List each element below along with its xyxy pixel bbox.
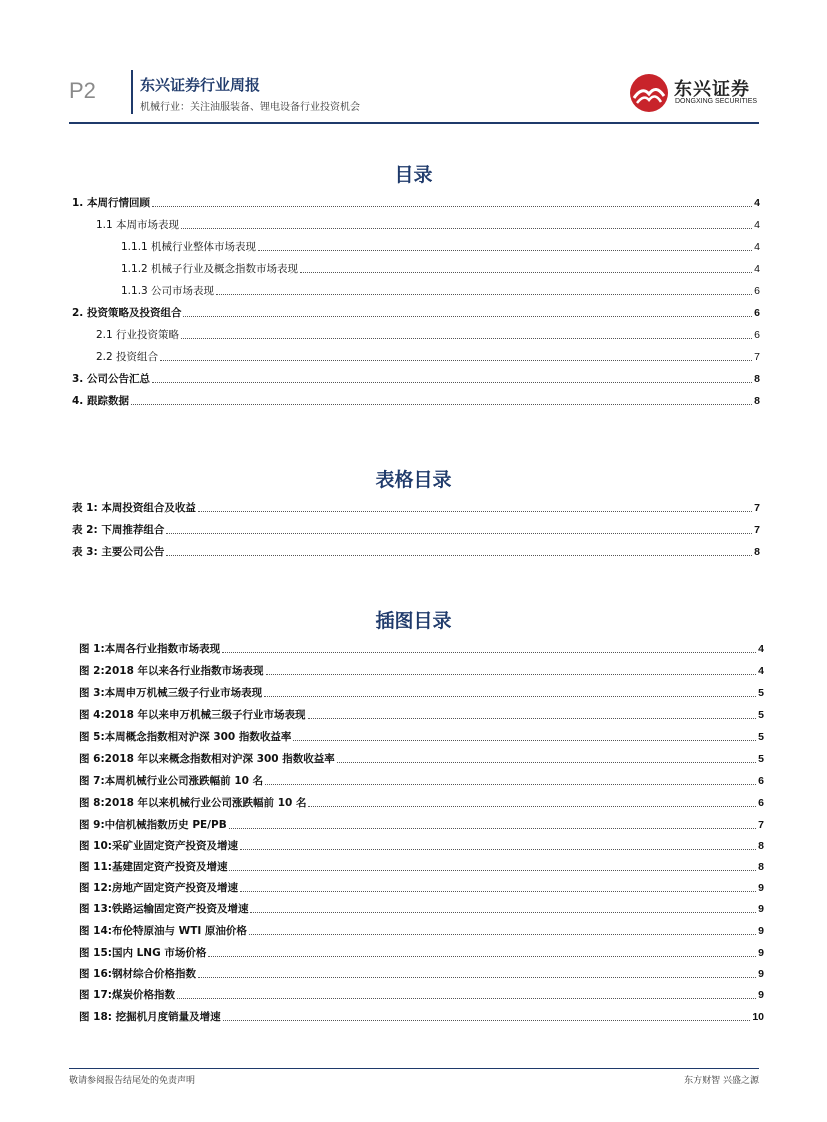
leader-dots xyxy=(265,784,756,785)
toc-entry[interactable] xyxy=(72,370,760,386)
toc-entry[interactable] xyxy=(72,194,760,210)
toc-entry[interactable] xyxy=(72,304,760,320)
figure-list-entry[interactable] xyxy=(79,837,764,853)
leader-dots xyxy=(216,294,752,295)
figure-list-label: 图 5:本周概念指数相对沪深 300 指数收益率 xyxy=(79,731,292,743)
leader-dots xyxy=(131,404,752,405)
leader-dots xyxy=(166,533,752,534)
leader-dots xyxy=(293,740,756,741)
leader-dots xyxy=(266,674,757,675)
leader-dots xyxy=(229,828,756,829)
figure-list-label: 图 12:房地产固定资产投资及增速 xyxy=(79,882,238,894)
toc-entry-page: 4 xyxy=(754,197,760,209)
toc-entry[interactable] xyxy=(96,348,760,364)
figure-list-label: 图 13:铁路运输固定资产投资及增速 xyxy=(79,903,249,915)
figure-list-entry[interactable] xyxy=(79,816,764,832)
toc-entry[interactable] xyxy=(121,238,760,254)
leader-dots xyxy=(166,555,752,556)
figure-list-page: 8 xyxy=(758,861,764,873)
footer-slogan: 东方财智 兴盛之源 xyxy=(684,1076,759,1086)
figure-list-page: 6 xyxy=(758,775,764,787)
leader-dots xyxy=(181,228,752,229)
figure-list-page: 6 xyxy=(758,797,764,809)
figure-list-page: 5 xyxy=(758,709,764,721)
leader-dots xyxy=(160,360,752,361)
leader-dots xyxy=(250,912,756,913)
toc-entry-label: 1.1 本周市场表现 xyxy=(96,219,180,231)
leader-dots xyxy=(152,206,752,207)
footer-rule xyxy=(69,1068,759,1069)
figure-list-label: 图 1:本周各行业指数市场表现 xyxy=(79,643,221,655)
leader-dots xyxy=(240,891,756,892)
figure-list-entry[interactable] xyxy=(79,922,764,938)
figure-list-page: 9 xyxy=(758,925,764,937)
leader-dots xyxy=(222,652,756,653)
table-list-entry[interactable] xyxy=(72,521,760,537)
toc-entry-page: 8 xyxy=(754,373,760,385)
figure-list-entry[interactable] xyxy=(79,965,764,981)
figure-list-label: 图 17:煤炭价格指数 xyxy=(79,989,175,1001)
table-list-page: 7 xyxy=(754,524,760,536)
figure-list-label: 图 4:2018 年以来申万机械三级子行业市场表现 xyxy=(79,709,306,721)
figure-list-entry[interactable] xyxy=(79,750,764,766)
logo-text-en: DONGXING SECURITIES xyxy=(675,98,758,105)
report-series-title: 东兴证券行业周报 xyxy=(140,76,261,94)
figure-list-entry[interactable] xyxy=(79,640,764,656)
figure-list-label: 图 3:本周申万机械三级子行业市场表现 xyxy=(79,687,263,699)
toc-entry-label: 1.1.1 机械行业整体市场表现 xyxy=(121,241,257,253)
table-list-entry[interactable] xyxy=(72,543,760,559)
figure-list-page: 4 xyxy=(758,643,764,655)
toc-entry-label: 1.1.2 机械子行业及概念指数市场表现 xyxy=(121,263,299,275)
company-logo xyxy=(628,72,758,114)
leader-dots xyxy=(264,696,756,697)
figure-list-page: 5 xyxy=(758,731,764,743)
figure-list-page: 8 xyxy=(758,840,764,852)
toc-entry-page: 6 xyxy=(754,329,760,341)
toc-entry[interactable] xyxy=(96,216,760,232)
leader-dots xyxy=(337,762,756,763)
figure-list-page: 10 xyxy=(752,1011,764,1023)
toc-entry-label: 1. 本周行情回顾 xyxy=(72,197,150,209)
footer-disclaimer-note: 敬请参阅报告结尾处的免责声明 xyxy=(69,1076,196,1086)
figure-list-label: 图 2:2018 年以来各行业指数市场表现 xyxy=(79,665,264,677)
logo-text-cn: 东兴证券 xyxy=(674,79,750,100)
leader-dots xyxy=(249,934,756,935)
table-list-title: 表格目录 xyxy=(375,469,452,491)
figure-list-entry[interactable] xyxy=(79,706,764,722)
toc-entry-label: 2. 投资策略及投资组合 xyxy=(72,307,182,319)
figure-list-entry[interactable] xyxy=(79,1008,764,1024)
leader-dots xyxy=(308,806,756,807)
figure-list-label: 图 14:布伦特原油与 WTI 原油价格 xyxy=(79,925,247,937)
toc-entry-label: 4. 跟踪数据 xyxy=(72,395,129,407)
table-list-label: 表 1: 本周投资组合及收益 xyxy=(72,502,196,514)
figure-list-page: 5 xyxy=(758,687,764,699)
figure-list-page: 9 xyxy=(758,947,764,959)
figure-list-entry[interactable] xyxy=(79,662,764,678)
page-number: P2 xyxy=(69,78,96,103)
figure-list-entry[interactable] xyxy=(79,684,764,700)
toc-entry[interactable] xyxy=(72,392,760,408)
figure-list-page: 5 xyxy=(758,753,764,765)
toc-entry-label: 1.1.3 公司市场表现 xyxy=(121,285,215,297)
toc-entry-page: 7 xyxy=(754,351,760,363)
figure-list-entry[interactable] xyxy=(79,944,764,960)
figure-list-label: 图 15:国内 LNG 市场价格 xyxy=(79,947,207,959)
toc-entry-page: 4 xyxy=(754,241,760,253)
header-divider xyxy=(131,70,133,114)
figure-list-entry[interactable] xyxy=(79,879,764,895)
leader-dots xyxy=(198,977,756,978)
figure-list-page: 9 xyxy=(758,882,764,894)
toc-entry-page: 6 xyxy=(754,307,760,319)
figure-list-page: 4 xyxy=(758,665,764,677)
figure-list-entry[interactable] xyxy=(79,858,764,874)
toc-entry[interactable] xyxy=(96,326,760,342)
figure-list-label: 图 8:2018 年以来机械行业公司涨跌幅前 10 名 xyxy=(79,797,307,809)
figure-list-entry[interactable] xyxy=(79,900,764,916)
figure-list-entry[interactable] xyxy=(79,794,764,810)
toc-entry-label: 3. 公司公告汇总 xyxy=(72,373,150,385)
leader-dots xyxy=(300,272,752,273)
figure-list-page: 9 xyxy=(758,989,764,1001)
logo-mark-icon xyxy=(628,72,670,114)
table-list-label: 表 3: 主要公司公告 xyxy=(72,546,165,558)
figure-list-label: 图 7:本周机械行业公司涨跌幅前 10 名 xyxy=(79,775,264,787)
figure-list-entry[interactable] xyxy=(79,772,764,788)
leader-dots xyxy=(177,998,756,999)
leader-dots xyxy=(240,849,756,850)
table-list-page: 7 xyxy=(754,502,760,514)
figure-list-label: 图 16:钢材综合价格指数 xyxy=(79,968,196,980)
table-list-page: 8 xyxy=(754,546,760,558)
leader-dots xyxy=(223,1020,751,1021)
toc-entry-page: 8 xyxy=(754,395,760,407)
leader-dots xyxy=(181,338,752,339)
toc-entry-page: 6 xyxy=(754,285,760,297)
toc-entry-label: 2.2 投资组合 xyxy=(96,351,159,363)
leader-dots xyxy=(229,870,756,871)
toc-entry[interactable] xyxy=(121,282,760,298)
toc-entry-page: 4 xyxy=(754,219,760,231)
report-subtitle: 机械行业：关注油服装备、锂电设备行业投资机会 xyxy=(140,102,360,113)
figure-list-label: 图 9:中信机械指数历史 PE/PB xyxy=(79,819,227,831)
leader-dots xyxy=(152,382,752,383)
figure-list-entry[interactable] xyxy=(79,728,764,744)
figure-list-page: 7 xyxy=(758,819,764,831)
toc-title: 目录 xyxy=(394,164,433,186)
figure-list-title: 插图目录 xyxy=(375,610,452,632)
figure-list-label: 图 10:采矿业固定资产投资及增速 xyxy=(79,840,238,852)
table-list-label: 表 2: 下周推荐组合 xyxy=(72,524,165,536)
header-rule xyxy=(69,122,759,124)
figure-list-label: 图 11:基建固定资产投资及增速 xyxy=(79,861,228,873)
figure-list-page: 9 xyxy=(758,968,764,980)
toc-entry-page: 4 xyxy=(754,263,760,275)
leader-dots xyxy=(198,511,752,512)
figure-list-label: 图 18: 挖掘机月度销量及增速 xyxy=(79,1011,221,1023)
leader-dots xyxy=(308,718,757,719)
leader-dots xyxy=(208,956,756,957)
table-list-entry[interactable] xyxy=(72,499,760,515)
toc-entry-label: 2.1 行业投资策略 xyxy=(96,329,180,341)
figure-list-label: 图 6:2018 年以来概念指数相对沪深 300 指数收益率 xyxy=(79,753,335,765)
figure-list-entry[interactable] xyxy=(79,986,764,1002)
toc-entry[interactable] xyxy=(121,260,760,276)
leader-dots xyxy=(183,316,752,317)
leader-dots xyxy=(258,250,752,251)
figure-list-page: 9 xyxy=(758,903,764,915)
